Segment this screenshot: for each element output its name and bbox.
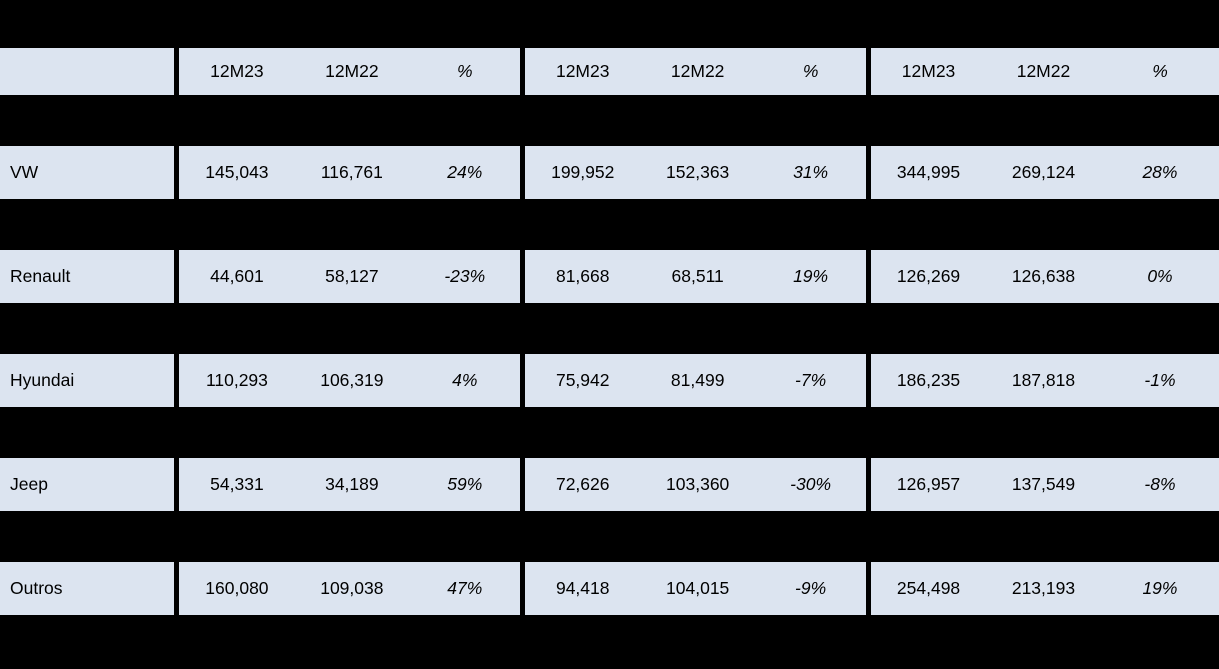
row-gap [0, 199, 1219, 250]
cell-g1-pct: 4% [409, 354, 520, 407]
cell-g3-12m22: 187,818 [986, 354, 1101, 407]
cell-g3-pct: 0% [1101, 250, 1219, 303]
cell-g1-12m22: 106,319 [294, 354, 409, 407]
cell-g1-12m23: 54,331 [179, 458, 294, 511]
table-row [0, 250, 1219, 303]
cell-g2-12m23: 81,668 [525, 250, 640, 303]
row-label: Renault [0, 250, 174, 303]
cell-g2-12m23: 75,942 [525, 354, 640, 407]
cell-g1-12m23: 160,080 [179, 562, 294, 615]
cell-g3-pct: -1% [1101, 354, 1219, 407]
cell-g1-12m22: 116,761 [294, 146, 409, 199]
header-g2-12m22: 12M22 [640, 48, 755, 95]
row-label: VW [0, 146, 174, 199]
row-label: Outros [0, 562, 174, 615]
cell-g3-12m22: 126,638 [986, 250, 1101, 303]
cell-g2-pct: -9% [755, 562, 866, 615]
table-header-row [0, 48, 1219, 95]
cell-g2-pct: -30% [755, 458, 866, 511]
header-g1-12m22: 12M22 [294, 48, 409, 95]
header-g3-12m22: 12M22 [986, 48, 1101, 95]
header-g2-12m23: 12M23 [525, 48, 640, 95]
cell-g3-12m22: 269,124 [986, 146, 1101, 199]
table-row [0, 562, 1219, 615]
cell-g2-12m23: 94,418 [525, 562, 640, 615]
row-gap [0, 303, 1219, 354]
header-g3-12m23: 12M23 [871, 48, 986, 95]
cell-g1-pct: 24% [409, 146, 520, 199]
cell-g1-12m22: 34,189 [294, 458, 409, 511]
cell-g3-12m23: 254,498 [871, 562, 986, 615]
cell-g3-12m22: 137,549 [986, 458, 1101, 511]
cell-g2-pct: 31% [755, 146, 866, 199]
cell-g2-pct: 19% [755, 250, 866, 303]
row-label: Jeep [0, 458, 174, 511]
cell-g2-pct: -7% [755, 354, 866, 407]
cell-g2-12m23: 199,952 [525, 146, 640, 199]
comparison-table [0, 48, 1219, 615]
table-row [0, 354, 1219, 407]
cell-g1-pct: 59% [409, 458, 520, 511]
cell-g1-pct: -23% [409, 250, 520, 303]
header-g3-pct: % [1101, 48, 1219, 95]
cell-g3-pct: -8% [1101, 458, 1219, 511]
row-gap [0, 511, 1219, 562]
cell-g3-12m23: 126,269 [871, 250, 986, 303]
cell-g2-12m22: 152,363 [640, 146, 755, 199]
cell-g3-12m23: 344,995 [871, 146, 986, 199]
cell-g2-12m22: 68,511 [640, 250, 755, 303]
cell-g1-12m23: 110,293 [179, 354, 294, 407]
cell-g1-12m22: 109,038 [294, 562, 409, 615]
cell-g2-12m22: 81,499 [640, 354, 755, 407]
cell-g1-pct: 47% [409, 562, 520, 615]
cell-g1-12m23: 44,601 [179, 250, 294, 303]
header-g2-pct: % [755, 48, 866, 95]
table-row [0, 458, 1219, 511]
cell-g3-pct: 19% [1101, 562, 1219, 615]
header-g1-12m23: 12M23 [179, 48, 294, 95]
cell-g3-12m23: 186,235 [871, 354, 986, 407]
row-label: Hyundai [0, 354, 174, 407]
cell-g2-12m22: 103,360 [640, 458, 755, 511]
cell-g3-pct: 28% [1101, 146, 1219, 199]
cell-g1-12m23: 145,043 [179, 146, 294, 199]
cell-g1-12m22: 58,127 [294, 250, 409, 303]
cell-g2-12m22: 104,015 [640, 562, 755, 615]
header-blank-cell [0, 48, 174, 95]
row-gap [0, 95, 1219, 146]
header-g1-pct: % [409, 48, 520, 95]
cell-g3-12m22: 213,193 [986, 562, 1101, 615]
table-row [0, 146, 1219, 199]
cell-g3-12m23: 126,957 [871, 458, 986, 511]
row-gap [0, 407, 1219, 458]
cell-g2-12m23: 72,626 [525, 458, 640, 511]
